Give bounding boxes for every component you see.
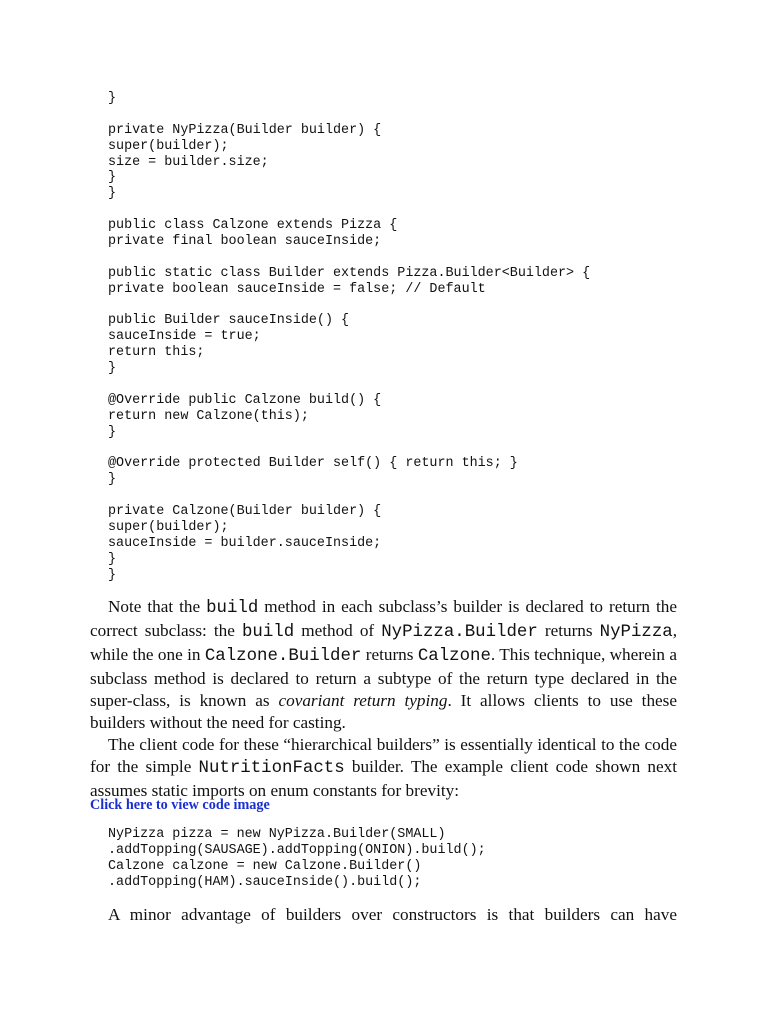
code-line: Calzone calzone = new Calzone.Builder() [108,858,422,874]
code-line: NyPizza pizza = new NyPizza.Builder(SMALL) [108,827,446,842]
code-line: public Builder sauceInside() { [108,313,350,329]
code-line: return new Calzone(this); [108,408,309,424]
code-line: private NyPizza(Builder builder) { [108,122,382,138]
code-nutritionfacts: NutritionFacts [198,759,345,778]
code-line: private boolean sauceInside = false; // Default [108,281,486,297]
code-calzone: Calzone [417,647,491,666]
code-line: public static class Builder extends Pizza.Builder<Builder> { [108,265,591,281]
code-line: @Override protected Builder self() { return this; } [108,456,518,472]
code-line: } [108,91,117,106]
code-line: sauceInside = builder.sauceInside; [108,535,382,551]
paragraph-3: A minor advantage of builders over constructors is that builders can have [108,905,677,924]
code-line: @Override public Calzone build() { [108,392,382,408]
code-build: build [241,623,295,642]
code-nypizza: NyPizza [599,623,673,642]
code-line: return this; [108,345,205,361]
paragraph-2: The client code for these “hierarchical builders” is essentially identical to the code for the simple NutritionFacts builder. The example client code shown next assumes static imports on enum constants for brevity: [90,735,677,800]
code-line: } [108,361,117,377]
code-line: super(builder); [108,520,229,536]
code-line [108,377,590,393]
code-line [108,107,590,123]
code-block-client [108,827,486,891]
code-nypizza-builder: NyPizza.Builder [381,623,538,642]
code-line [108,250,590,266]
code-line: sauceInside = true; [108,329,261,345]
code-block-calzone [108,91,590,584]
code-build: build [206,599,259,618]
code-line: } [108,170,117,186]
code-line [108,488,590,504]
code-line: public class Calzone extends Pizza { [108,218,398,234]
paragraph-1: Note that the build method in each subclass’s builder is declared to return the correct subclass: the build method of NyPizza.Builder returns NyPizza, while the one in Calzone.Builder returns Calzone. This technique, wherein a subclass method is declared to return a subtype of the return type declared in the super-class, is known as covariant return typing. It allows clients to use these builders without the need for casting. [90,597,678,732]
paragraph-builders-advantage [90,904,677,926]
code-line [108,202,590,218]
term-covariant-return-typing: covariant return typing [278,691,448,710]
code-line: .addTopping(HAM).sauceInside().build(); [108,874,422,890]
code-line: } [108,567,117,583]
code-line [108,298,590,314]
paragraph-covariant-return [90,596,677,802]
code-line [108,441,590,457]
code-line: private final boolean sauceInside; [108,234,382,250]
view-code-image-link[interactable]: Click here to view code image [90,797,270,813]
code-line: } [108,186,117,202]
code-calzone-builder: Calzone.Builder [204,647,362,666]
code-line: } [108,472,117,488]
code-line: .addTopping(SAUSAGE).addTopping(ONION).build(); [108,842,486,858]
code-line: private Calzone(Builder builder) { [108,504,382,520]
code-line: } [108,551,117,567]
code-line: super(builder); [108,138,229,154]
code-line: } [108,424,117,440]
code-line: size = builder.size; [108,154,269,170]
